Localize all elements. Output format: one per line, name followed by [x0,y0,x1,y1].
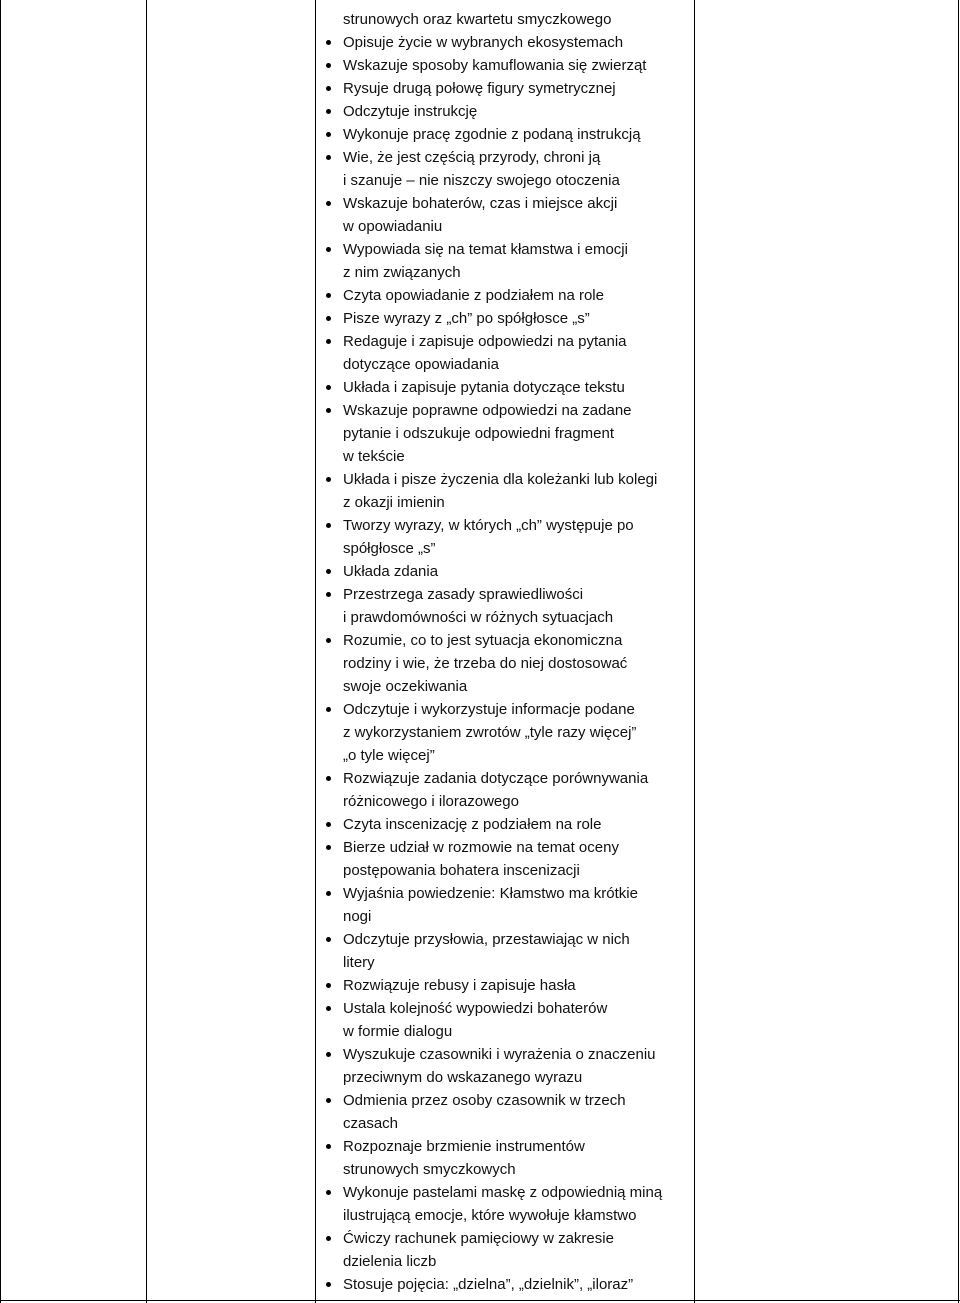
list-item-text: Rozwiązuje zadania dotyczące porównywania [343,770,649,787]
list-item-text: Odczytuje i wykorzystuje informacje podane [343,701,635,718]
bullet-icon [326,1098,331,1103]
list-item-text: rodziny i wie, że trzeba do niej dostosować [343,655,628,672]
list-item-text: pytanie i odszukuje odpowiedni fragment [343,425,615,442]
list-item [315,698,695,721]
bullet-icon [326,707,331,712]
list-item-text: Wykonuje pracę zgodnie z podaną instrukcją [343,126,641,143]
list-item-text: Tworzy wyrazy, w których „ch” występuje po [343,517,634,534]
list-item [315,238,695,261]
bullet-icon [326,592,331,597]
list-item [315,928,695,951]
list-item-text: dotyczące opowiadania [343,356,499,373]
list-item [315,1158,695,1181]
list-item-text: Odczytuje przysłowia, przestawiając w nich [343,931,630,948]
table-border-right [958,0,959,1303]
list-item [315,583,695,606]
list-item [315,974,695,997]
list-item [315,905,695,928]
bullet-icon [326,523,331,528]
list-item-text: Ustala kolejność wypowiedzi bohaterów [343,1000,608,1017]
list-item-text: z wykorzystaniem zwrotów „tyle razy więcej” [343,724,637,741]
bullet-icon [326,293,331,298]
bullet-icon [326,569,331,574]
bullet-icon [326,822,331,827]
list-item [315,31,695,54]
list-item [315,422,695,445]
table-border-left [0,0,1,1303]
bullet-icon [326,937,331,942]
list-item [315,54,695,77]
list-item-text: i szanuje – nie niszczy swojego otoczenia [343,172,620,189]
list-item-text: Opisuje życie w wybranych ekosystemach [343,34,624,51]
table-border-col1 [146,0,147,1303]
list-item-text: Redaguje i zapisuje odpowiedzi na pytania [343,333,627,350]
list-item [315,629,695,652]
list-item-text: Czyta opowiadanie z podziałem na role [343,287,604,304]
list-item-text: litery [343,954,375,971]
list-item-text: Wykonuje pastelami maskę z odpowiednią miną [343,1184,663,1201]
list-item [315,951,695,974]
list-item [315,813,695,836]
list-item-text: „o tyle więcej” [343,747,435,764]
list-item [315,491,695,514]
list-item [315,514,695,537]
list-item [315,790,695,813]
bullet-icon [326,201,331,206]
bullet-icon [326,1144,331,1149]
list-item [315,767,695,790]
bullet-icon [326,86,331,91]
list-item-text: Ćwiczy rachunek pamięciowy w zakresie [343,1230,614,1247]
bullet-icon [326,477,331,482]
list-item [315,1227,695,1250]
list-item-text: Rysuje drugą połowę figury symetrycznej [343,80,616,97]
list-item-text: z okazji imienin [343,494,445,511]
list-item-text: Pisze wyrazy z „ch” po spółgłosce „s” [343,310,590,327]
list-item-text: Przestrzega zasady sprawiedliwości [343,586,584,603]
list-item-text: Stosuje pojęcia: „dzielna”, „dzielnik”, „iloraz” [343,1276,634,1293]
list-item-text: spółgłosce „s” [343,540,436,557]
list-item-text: różnicowego i ilorazowego [343,793,519,810]
list-item-text: w opowiadaniu [343,218,443,235]
list-item [315,169,695,192]
bullet-icon [326,40,331,45]
list-item-text: w formie dialogu [343,1023,453,1040]
list-item [315,1066,695,1089]
bullet-icon [326,385,331,390]
bullet-icon [326,1190,331,1195]
bullet-icon [326,891,331,896]
bullet-icon [326,63,331,68]
list-item [315,399,695,422]
list-item-text: Rozwiązuje rebusy i zapisuje hasła [343,977,576,994]
list-item-text: Wyszukuje czasowniki i wyrażenia o znaczeniu [343,1046,656,1063]
list-item-text: nogi [343,908,372,925]
list-item [315,330,695,353]
list-item [315,1043,695,1066]
list-item [315,744,695,767]
bullet-icon [326,132,331,137]
list-item [315,675,695,698]
bullet-icon [326,109,331,114]
list-item-text: dzielenia liczb [343,1253,437,1270]
list-item [315,882,695,905]
list-item-text: Układa i pisze życzenia dla koleżanki lub kolegi [343,471,658,488]
list-item [315,100,695,123]
list-item-text: strunowych smyczkowych [343,1161,516,1178]
list-item [315,146,695,169]
list-item-text: Układa i zapisuje pytania dotyczące tekstu [343,379,625,396]
bullet-icon [326,1282,331,1287]
list-item-text: Odmienia przez osoby czasownik w trzech [343,1092,626,1109]
list-item-text: przeciwnym do wskazanego wyrazu [343,1069,583,1086]
bullet-icon [326,155,331,160]
list-item-text: Bierze udział w rozmowie na temat oceny [343,839,619,856]
list-item [315,215,695,238]
list-item [315,836,695,859]
list-item [315,284,695,307]
list-item [315,1273,695,1296]
list-item-text: Rozumie, co to jest sytuacja ekonomiczna [343,632,623,649]
list-item-text: Układa zdania [343,563,439,580]
list-item [315,1135,695,1158]
list-item-text: Wskazuje bohaterów, czas i miejsce akcji [343,195,618,212]
list-item [315,1181,695,1204]
list-item-text: i prawdomówności w różnych sytuacjach [343,609,614,626]
list-item-text: Wyjaśnia powiedzenie: Kłamstwo ma krótkie [343,885,638,902]
list-item-text: Odczytuje instrukcję [343,103,478,120]
list-item [315,606,695,629]
list-item [315,8,695,31]
table-border-bottom [0,1300,960,1301]
bullet-icon [326,1052,331,1057]
list-item [315,537,695,560]
list-item [315,1112,695,1135]
list-item [315,376,695,399]
list-item-text: Wskazuje poprawne odpowiedzi na zadane [343,402,632,419]
list-item-text: w tekście [343,448,405,465]
bullet-icon [326,247,331,252]
bullet-icon [326,1236,331,1241]
list-item [315,192,695,215]
bullet-icon [326,408,331,413]
list-item-text: Wypowiada się na temat kłamstwa i emocji [343,241,628,258]
list-item [315,721,695,744]
list-item [315,1089,695,1112]
bullet-icon [326,776,331,781]
list-item [315,261,695,284]
list-item [315,77,695,100]
list-item [315,445,695,468]
list-item [315,1250,695,1273]
list-item-text: swoje oczekiwania [343,678,468,695]
list-item [315,652,695,675]
list-item-text: Wskazuje sposoby kamuflowania się zwierząt [343,57,647,74]
list-item [315,1020,695,1043]
list-item-text: czasach [343,1115,399,1132]
list-item-text: z nim związanych [343,264,461,281]
list-item-text: strunowych oraz kwartetu smyczkowego [343,11,612,28]
list-item-text: ilustrującą emocje, które wywołuje kłamstwo [343,1207,637,1224]
bullet-icon [326,1006,331,1011]
bullet-icon [326,845,331,850]
list-item-text: Wie, że jest częścią przyrody, chroni ją [343,149,601,166]
list-item [315,123,695,146]
list-item [315,353,695,376]
list-item-text: Rozpoznaje brzmienie instrumentów [343,1138,585,1155]
table-cell-content [315,8,695,1296]
bullet-icon [326,316,331,321]
list-item [315,997,695,1020]
list-item [315,468,695,491]
bullet-icon [326,983,331,988]
list-item-text: postępowania bohatera inscenizacji [343,862,580,879]
bullet-icon [326,339,331,344]
list-item [315,859,695,882]
list-item [315,307,695,330]
bullet-icon [326,638,331,643]
list-item [315,560,695,583]
list-item-text: Czyta inscenizację z podziałem na role [343,816,602,833]
list-item [315,1204,695,1227]
